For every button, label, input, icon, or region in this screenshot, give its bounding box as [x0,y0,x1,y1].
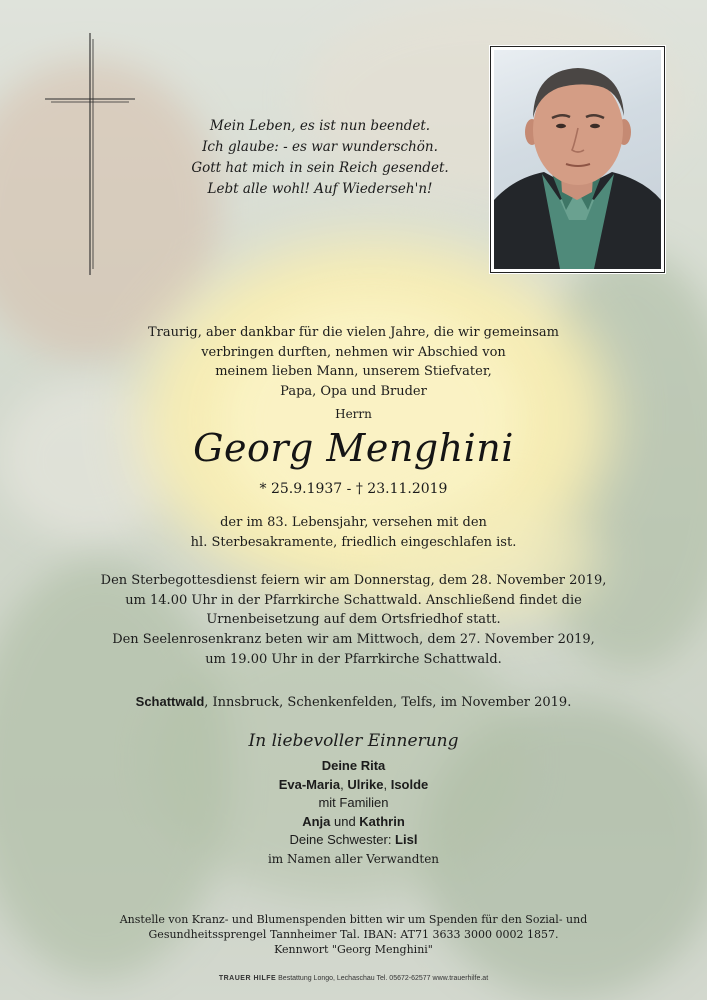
donation-line: Kennwort "Georg Menghini" [274,943,433,956]
family-list [0,757,707,868]
family-member: Ulrike [347,776,384,792]
rosary-text [0,630,707,669]
family-member: Isolde [390,776,429,792]
service-line: Urnenbeisetzung auf dem Ortsfriedhof statt. [206,612,501,627]
passing-line: hl. Sterbesakramente, friedlich eingeschlafen ist. [190,534,517,550]
intro-line: Papa, Opa und Bruder [280,383,427,399]
service-line: Den Sterbegottesdienst feiern wir am Donnerstag, dem 28. November 2019, [100,573,607,588]
separator: und [330,813,360,829]
funeral-service-text [0,571,707,630]
cross-icon [45,33,135,275]
life-dates: * 25.9.1937 - † 23.11.2019 [259,481,448,497]
portrait-illustration [494,50,661,269]
footer-brand: TRAUER HILFE [218,975,277,982]
family-line: mit Familien [318,795,389,810]
footer-credit [0,975,707,982]
family-member: Eva-Maria [278,776,341,792]
places-line [0,692,707,713]
separator: , [383,776,391,792]
places-rest: , Innsbruck, Schenkenfelden, Telfs, im November 2019. [204,695,572,710]
portrait-photo [494,50,661,269]
family-line [0,831,707,850]
service-line: um 14.00 Uhr in der Pfarrkirche Schattwald. Anschließend findet die [125,592,582,608]
salutation: Herrn [335,407,372,421]
poem-line: Gott hat mich in sein Reich gesendet. [191,160,449,176]
rosary-line: um 19.00 Uhr in der Pfarrkirche Schattwald. [205,651,502,667]
family-label: Deine Schwester: [289,832,396,847]
family-member: Lisl [395,832,418,847]
donation-line: Anstelle von Kranz- und Blumenspenden bitten wir um Spenden für den Sozial- und [119,913,588,926]
donation-line: Gesundheitssprengel Tannheimer Tal. IBAN: AT71 3633 3000 0002 1857. [148,928,559,941]
passing-text [0,513,707,552]
family-member: Kathrin [359,813,405,829]
places-highlight: Schattwald [135,694,205,709]
donation-note [0,912,707,957]
family-line [0,776,707,795]
deceased-name: Georg Menghini [193,426,514,470]
poem-line: Mein Leben, es ist nun beendet. [209,118,431,134]
intro-line: Traurig, aber dankbar für die vielen Jahre, die wir gemeinsam [148,325,559,340]
rosary-line: Den Seelenrosenkranz beten wir am Mittwoch, dem 27. November 2019, [112,632,595,647]
poem [170,116,470,200]
footer-text: Bestattung Longo, Lechaschau Tel. 05672-62577 www.trauerhilfe.at [276,975,489,982]
family-member: Anja [302,813,331,829]
family-line [0,813,707,832]
separator: , [340,776,348,792]
intro-text [0,323,707,401]
poem-line: Ich glaube: - es war wunderschön. [202,139,438,155]
poem-line: Lebt alle wohl! Auf Wiederseh'n! [207,181,433,197]
intro-line: verbringen durften, nehmen wir Abschied von [201,344,506,360]
intro-line: meinem lieben Mann, unserem Stiefvater, [215,364,492,379]
family-line: Deine Rita [321,758,386,773]
passing-line: der im 83. Lebensjahr, versehen mit den [220,515,487,530]
portrait-frame [490,46,665,273]
memory-title: In liebevoller Einnerung [248,731,459,751]
family-line: im Namen aller Verwandten [267,851,440,866]
